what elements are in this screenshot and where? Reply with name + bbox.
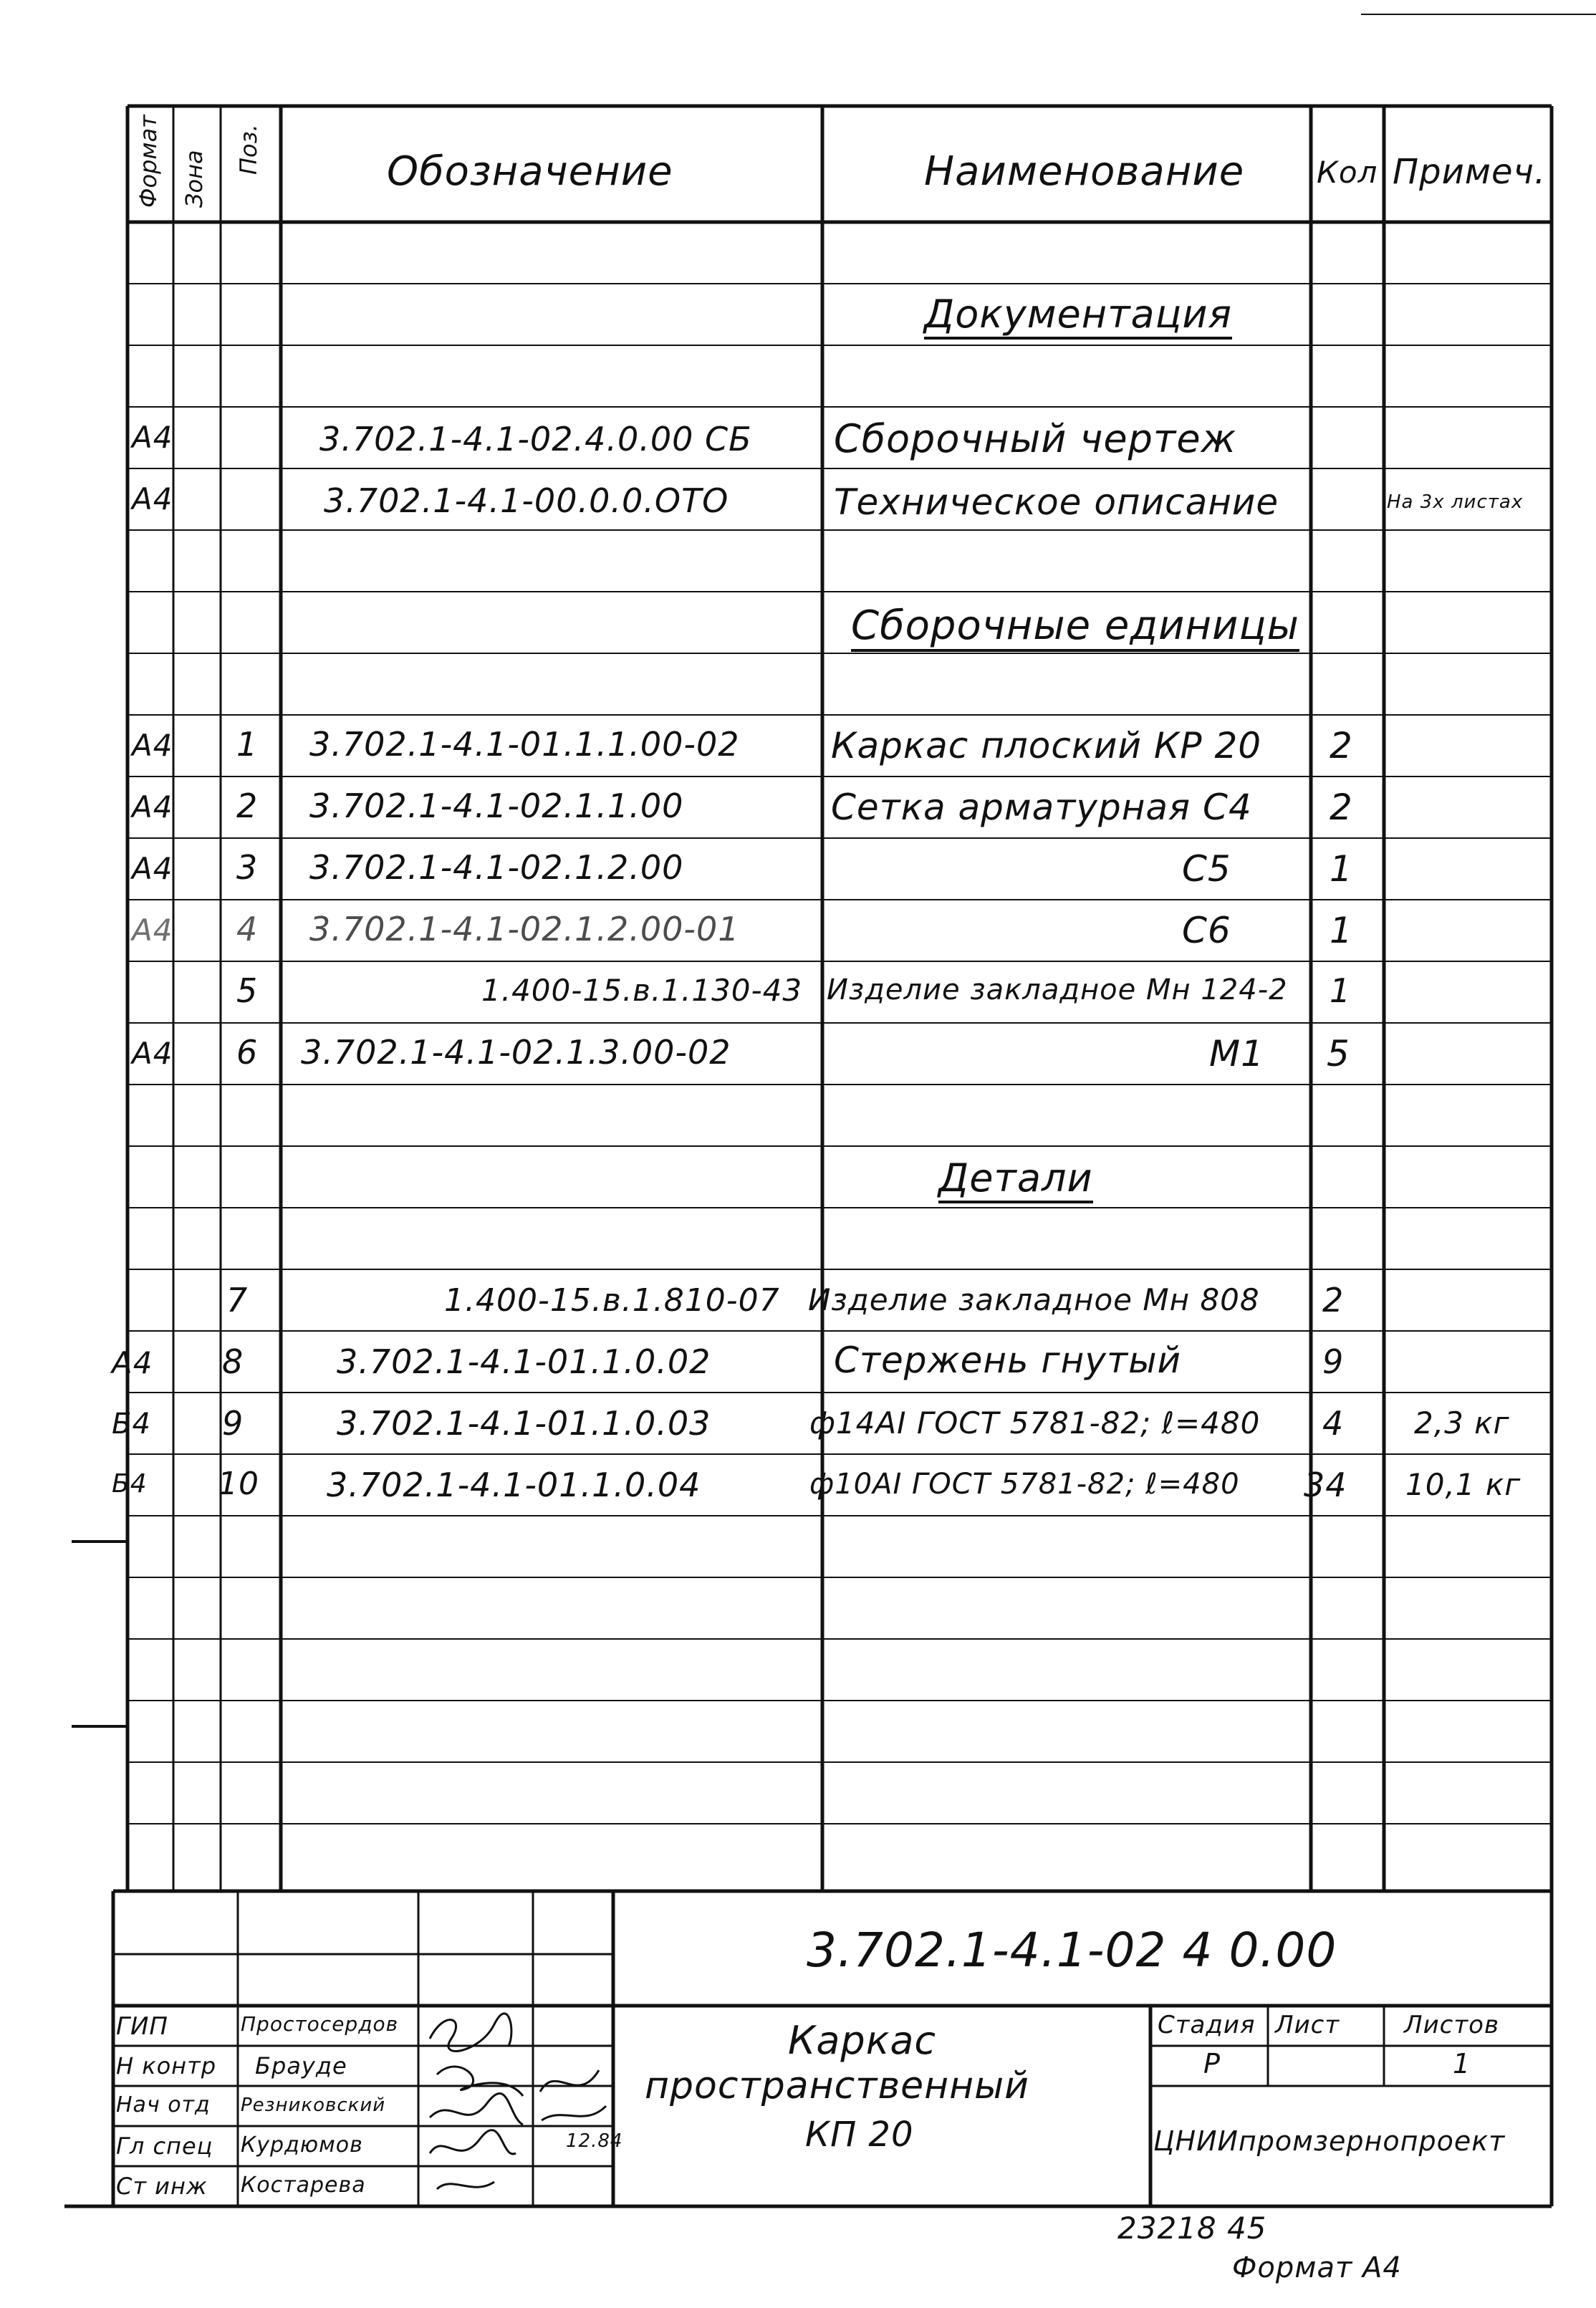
det-pos: 8 xyxy=(222,1342,244,1381)
header-designation: Обозначение xyxy=(387,148,673,195)
det-qty: 9 xyxy=(1322,1342,1345,1381)
asm-qty: 2 xyxy=(1330,725,1353,766)
asm-name: Сетка арматурная С4 xyxy=(831,787,1252,828)
role-gip: ГИП xyxy=(116,2012,168,2041)
asm-designation: 3.702.1-4.1-02.1.1.00 xyxy=(309,787,684,825)
header-format: Формат xyxy=(135,115,162,208)
asm-qty: 5 xyxy=(1327,1033,1350,1074)
doc-name: Техническое описание xyxy=(834,481,1279,523)
header-qty: Кол xyxy=(1317,155,1378,190)
doc-format: А4 xyxy=(132,420,173,455)
organization: ЦНИИпромзернопроект xyxy=(1153,2125,1506,2157)
role-st-inzh: Ст инж xyxy=(116,2173,208,2200)
asm-format: А4 xyxy=(132,728,173,763)
det-name: ф14АI ГОСТ 5781-82; ℓ=480 xyxy=(809,1405,1261,1441)
asm-name: М1 xyxy=(1209,1033,1264,1074)
asm-format: А4 xyxy=(132,913,173,948)
det-designation: 3.702.1-4.1-01.1.0.04 xyxy=(327,1466,701,1504)
det-name: Стержень гнутый xyxy=(834,1340,1182,1381)
doc-name: Сборочный чертеж xyxy=(834,416,1237,461)
asm-designation: 3.702.1-4.1-02.1.2.00 xyxy=(309,848,684,887)
signature-mark xyxy=(423,2010,530,2203)
asm-format: А4 xyxy=(132,789,173,824)
sheets-value: 1 xyxy=(1453,2048,1471,2079)
asm-pos: 3 xyxy=(236,848,259,887)
det-format: Б4 xyxy=(112,1469,148,1499)
sign-date: 12.84 xyxy=(566,2130,623,2152)
asm-qty: 2 xyxy=(1330,787,1353,828)
asm-pos: 5 xyxy=(236,971,259,1010)
doc-designation: 3.702.1-4.1-00.0.0.ОТО xyxy=(324,481,729,520)
role-n-kontr: Н контр xyxy=(116,2052,217,2079)
name-kostareva: Костарева xyxy=(241,2173,366,2198)
doc-designation: 3.702.1-4.1-02.4.0.00 СБ xyxy=(319,420,752,458)
doc-note: На 3х листах xyxy=(1387,491,1524,513)
det-designation: 1.400-15.в.1.810-07 xyxy=(444,1282,780,1319)
asm-name: С6 xyxy=(1182,910,1231,951)
asm-pos: 1 xyxy=(236,725,259,764)
asm-name: С5 xyxy=(1182,848,1231,890)
header-name: Наименование xyxy=(924,148,1245,195)
header-zone: Зона xyxy=(181,150,208,208)
det-format: Б4 xyxy=(112,1408,151,1441)
asm-format: А4 xyxy=(132,851,173,886)
stage-label: Стадия xyxy=(1158,2011,1256,2039)
asm-pos: 4 xyxy=(236,910,259,948)
det-note: 10,1 кг xyxy=(1405,1467,1522,1502)
title-line2: пространственный xyxy=(645,2064,1029,2107)
title-line1: Каркас xyxy=(788,2018,937,2063)
asm-pos: 6 xyxy=(236,1033,259,1072)
signature-mark xyxy=(534,2049,612,2127)
format-label: Формат А4 xyxy=(1232,2251,1402,2284)
asm-designation: 3.702.1-4.1-01.1.1.00-02 xyxy=(309,725,740,764)
det-qty: 34 xyxy=(1304,1466,1347,1504)
det-note: 2,3 кг xyxy=(1414,1405,1510,1441)
det-designation: 3.702.1-4.1-01.1.0.02 xyxy=(337,1342,711,1381)
asm-qty: 1 xyxy=(1330,848,1353,890)
doc-format: А4 xyxy=(132,481,173,516)
sheet-label: Лист xyxy=(1275,2011,1340,2039)
asm-designation: 1.400-15.в.1.130-43 xyxy=(481,973,803,1008)
asm-name: Каркас плоский КР 20 xyxy=(831,725,1262,766)
det-qty: 2 xyxy=(1322,1281,1345,1319)
det-pos: 9 xyxy=(222,1404,244,1443)
name-braude: Брауде xyxy=(255,2052,347,2079)
doc-code: 3.702.1-4.1-02 4 0.00 xyxy=(807,1923,1337,1978)
det-name: ф10АI ГОСТ 5781-82; ℓ=480 xyxy=(809,1468,1240,1501)
det-pos: 10 xyxy=(218,1466,259,1502)
section-details: Детали xyxy=(938,1159,1093,1203)
asm-format: А4 xyxy=(132,1036,173,1071)
header-pos: Поз. xyxy=(235,124,262,175)
name-kurdyumov: Курдюмов xyxy=(241,2133,363,2158)
asm-designation: 3.702.1-4.1-02.1.2.00-01 xyxy=(309,910,740,948)
asm-qty: 1 xyxy=(1330,971,1352,1010)
det-pos: 7 xyxy=(226,1281,249,1319)
inventory-number: 23218 45 xyxy=(1117,2211,1267,2246)
asm-name: Изделие закладное Мн 124-2 xyxy=(827,973,1288,1006)
role-nach-otd: Нач отд xyxy=(116,2092,211,2117)
det-qty: 4 xyxy=(1322,1404,1345,1443)
det-name: Изделие закладное Мн 808 xyxy=(808,1282,1260,1317)
asm-pos: 2 xyxy=(236,787,259,825)
title-line3: КП 20 xyxy=(805,2115,914,2155)
header-note: Примеч. xyxy=(1393,152,1547,192)
section-documentation: Документация xyxy=(924,295,1232,340)
name-prostoserdov: Простосердов xyxy=(241,2012,399,2036)
sheets-label: Листов xyxy=(1404,2011,1500,2039)
asm-designation: 3.702.1-4.1-02.1.3.00-02 xyxy=(301,1033,731,1072)
stage-value: Р xyxy=(1203,2048,1221,2079)
role-gl-spec: Гл спец xyxy=(116,2133,213,2160)
asm-qty: 1 xyxy=(1330,910,1353,951)
name-reznikovsky: Резниковский xyxy=(241,2095,386,2116)
section-assembly-units: Сборочные единицы xyxy=(851,606,1299,652)
det-format: А4 xyxy=(112,1345,153,1380)
det-designation: 3.702.1-4.1-01.1.0.03 xyxy=(337,1404,711,1443)
